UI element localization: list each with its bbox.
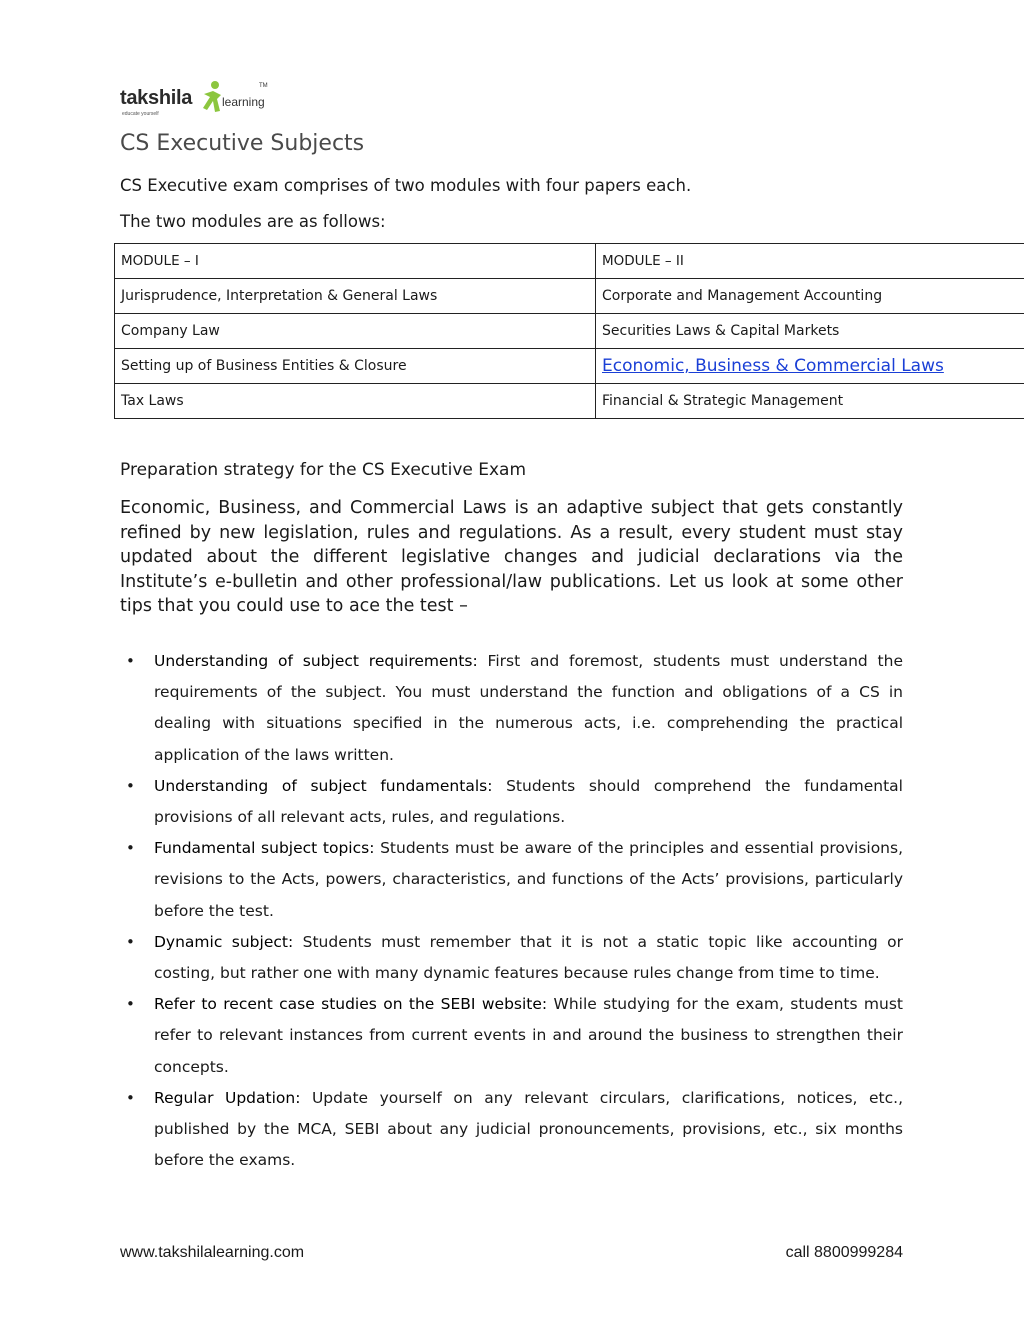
- tip-text: While studying for the exam, students must refer to relevant instances from current events in and around the business to strengthen their concepts.: [154, 995, 904, 1076]
- table-row: [115, 279, 1024, 314]
- table-row: [115, 314, 1024, 349]
- list-item: [120, 1083, 903, 1177]
- logo-tagline: educate yourself: [122, 111, 159, 117]
- paragraph-body: is an adaptive subject that gets constantly refined by new legislation, rules and regulations. As a result, every student must stay updated about the different legislative changes and judicial declarations via the Institute’s e-bulletin and other professional/law publications. Let us look at some other tips that you could use to ace the test –: [120, 498, 903, 616]
- table-cell: Tax Laws: [115, 384, 596, 419]
- bullet-icon: •: [126, 652, 135, 670]
- page-title: CS Executive Subjects: [120, 131, 365, 156]
- table-cell: Securities Laws & Capital Markets: [596, 314, 1024, 349]
- brand-logo: [120, 80, 270, 122]
- list-item: [120, 646, 903, 771]
- table-cell: Company Law: [115, 314, 596, 349]
- tip-text: Students must be aware of the principles and essential provisions, revisions to the Acts, powers, characteristics, and functions of the Acts’ provisions, particularly before the test.: [154, 839, 904, 920]
- list-item: [120, 771, 903, 833]
- economic-laws-link[interactable]: Economic, Business & Commercial Laws: [602, 356, 944, 376]
- bullet-icon: •: [126, 1088, 135, 1107]
- preparation-heading: Preparation strategy for the CS Executive Exam: [120, 460, 527, 480]
- table-cell: Setting up of Business Entities & Closure: [115, 349, 596, 384]
- table-header-row: [115, 244, 1024, 279]
- table-cell-link[interactable]: [596, 349, 1024, 384]
- bullet-icon: •: [126, 995, 135, 1014]
- tip-text: Students must remember that it is not a static topic like accounting or costing, but rather one with many dynamic features because rules change from time to time.: [154, 932, 903, 983]
- table-cell: Jurisprudence, Interpretation & General Laws: [115, 279, 596, 314]
- table-row: [115, 349, 1024, 384]
- logo-brand-text: takshila: [120, 87, 193, 109]
- logo-sub-text: learning: [222, 95, 265, 109]
- intro-line-2: The two modules are as follows:: [120, 212, 386, 231]
- table-cell: Corporate and Management Accounting: [596, 279, 1024, 314]
- list-item: [120, 833, 903, 927]
- tip-heading: Refer to recent case studies on the SEBI website:: [154, 995, 548, 1014]
- bullet-icon: •: [126, 932, 135, 951]
- modules-table: [114, 243, 1024, 419]
- bullet-icon: •: [126, 839, 135, 858]
- tip-heading: Dynamic subject:: [154, 932, 294, 951]
- header-module-2: MODULE – II: [596, 244, 1024, 279]
- tip-heading: Understanding of subject fundamentals:: [154, 776, 493, 795]
- table-row: [115, 384, 1024, 419]
- tip-heading: Regular Updation:: [154, 1088, 301, 1107]
- tip-text: Students should comprehend the fundamental provisions of all relevant acts, rules, and regulations.: [154, 776, 903, 827]
- intro-line-1: CS Executive exam comprises of two modules with four papers each.: [120, 176, 692, 195]
- tips-list: [120, 646, 903, 1176]
- tip-heading: Understanding of subject requirements:: [154, 652, 478, 670]
- tip-heading: Fundamental subject topics:: [154, 839, 375, 858]
- list-item: [120, 927, 903, 989]
- bullet-icon: •: [126, 776, 135, 795]
- tip-text: Update yourself on any relevant circulars, clarifications, notices, etc., published by the MCA, SEBI about any judicial pronouncements, provisions, etc., six months before the exams.: [154, 1088, 903, 1170]
- table-cell: Financial & Strategic Management: [596, 384, 1024, 419]
- intro-paragraph: [120, 496, 903, 619]
- paragraph-lead: Economic, Business, and Commercial Laws: [120, 498, 507, 518]
- tip-text: First and foremost, students must understand the requirements of the subject. You must understand the function and obligations of a CS in dealing with situations specified in the numerous acts, i.e. comprehending the practical application of the laws written.: [154, 652, 903, 764]
- list-item: [120, 989, 903, 1083]
- logo-trademark: TM: [259, 83, 268, 89]
- footer-phone: call 8800999284: [785, 1244, 903, 1261]
- footer-website[interactable]: www.takshilalearning.com: [120, 1244, 305, 1261]
- header-module-1: MODULE – I: [115, 244, 596, 279]
